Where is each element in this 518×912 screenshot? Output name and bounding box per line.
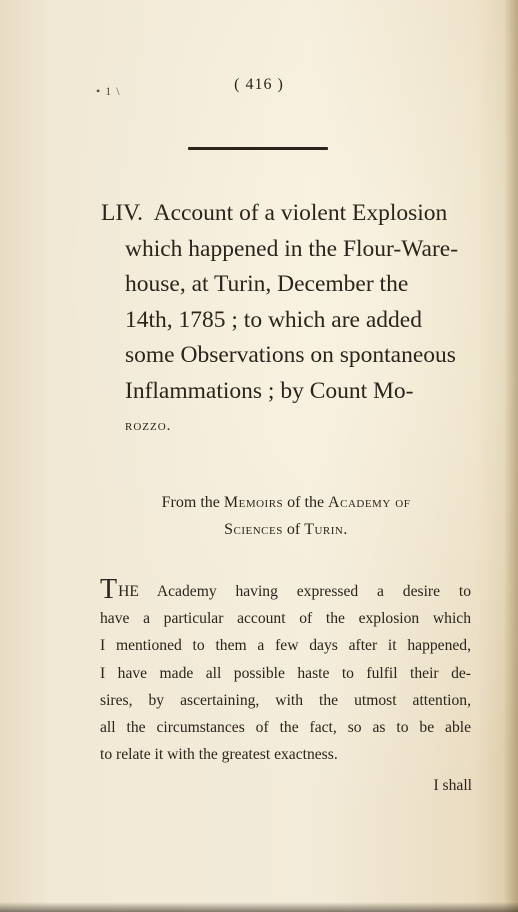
heading-line-6: Inflammations ; by Count Mo-: [125, 377, 414, 404]
signature-mark: • 1 \: [96, 84, 121, 98]
body-line-5: sires, by ascertaining, with the utmost attention,: [100, 691, 471, 709]
body-line-1-text: HE Academy having expressed a desire to: [118, 583, 471, 600]
heading-line-5: some Observations on spontaneous: [125, 342, 456, 368]
page-bottom-shadow: [0, 902, 518, 912]
source-from: From the: [161, 494, 220, 511]
body-line-7: to relate it with the greatest exactness.: [100, 746, 338, 764]
body-line-6: all the circumstances of the fact, so as to be able: [100, 719, 471, 737]
page-number: ( 416 ): [234, 76, 284, 93]
source-line-1: [96, 489, 476, 516]
body-line-3: I mentioned to them a few days after it happened,: [100, 637, 471, 655]
article-heading: [101, 196, 473, 445]
body-line-4: I have made all possible haste to fulfil their de-: [100, 664, 471, 682]
source-note: [96, 489, 476, 543]
heading-line-3: house, at Turin, December the: [125, 271, 409, 297]
article-number: LIV.: [101, 200, 143, 226]
body-line-2: have a particular account of the explosion which: [100, 610, 471, 628]
source-memoirs: Memoirs: [223, 494, 284, 511]
heading-line-2: which happened in the Flour-Ware-: [125, 235, 459, 262]
body-line-1: [100, 574, 471, 605]
source-academy: Academy of: [328, 494, 411, 511]
source-sciences: Sciences: [224, 521, 283, 538]
drop-cap: T: [100, 574, 118, 605]
heading-line-1: Account of a violent Explosion: [153, 200, 448, 226]
catchword: I shall: [433, 777, 472, 794]
header-rule: [188, 147, 328, 150]
source-of: of: [286, 521, 301, 538]
source-line-2: [96, 516, 476, 543]
page-edge-shadow: [504, 0, 518, 912]
heading-line-7: rozzo.: [125, 418, 172, 434]
source-of-the: of the: [287, 494, 325, 511]
source-turin: Turin.: [304, 521, 348, 538]
heading-line-4: 14th, 1785 ; to which are added: [125, 306, 422, 333]
body-paragraph: [100, 574, 471, 768]
